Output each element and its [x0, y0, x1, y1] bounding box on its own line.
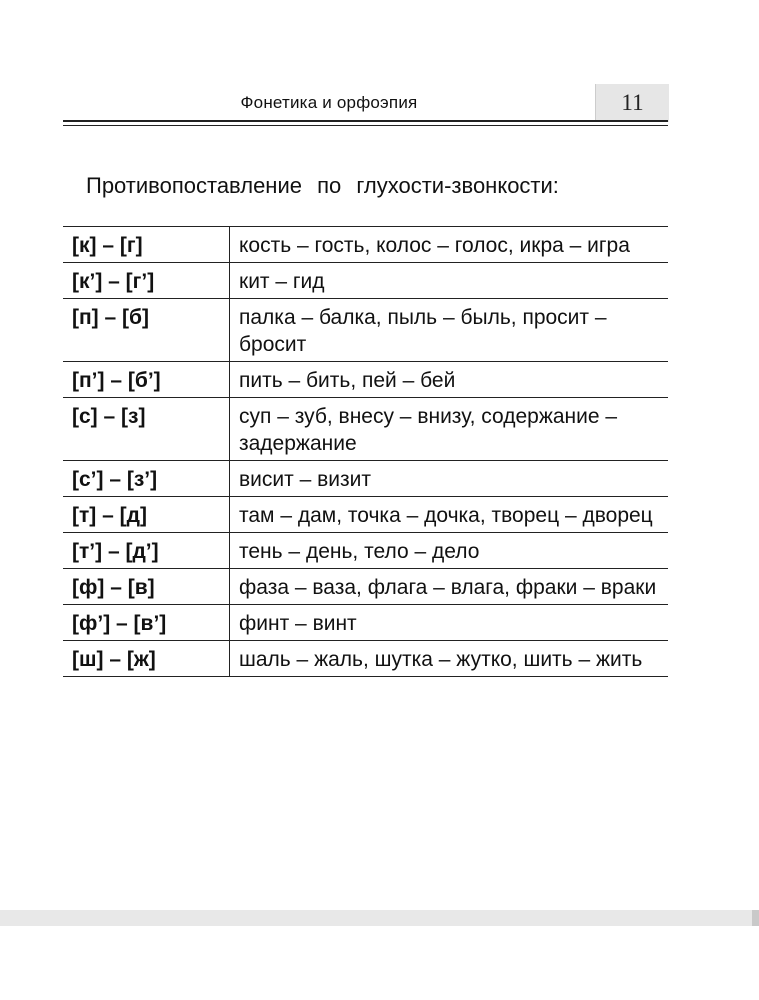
table-row [63, 533, 668, 569]
sound-pair-cell: [п] – [б] [63, 299, 230, 362]
sound-pair-cell: [т] – [д] [63, 497, 230, 533]
sound-pair-cell: [ф’] – [в’] [63, 605, 230, 641]
example-words-cell: финт – винт [230, 605, 669, 641]
table-row [63, 362, 668, 398]
header-rule-thin [63, 125, 668, 126]
example-words-cell: фаза – ваза, флага – влага, фраки – враки [230, 569, 669, 605]
table-row [63, 569, 668, 605]
sound-pair-cell: [п’] – [б’] [63, 362, 230, 398]
table-row [63, 263, 668, 299]
sound-pair-cell: [к’] – [г’] [63, 263, 230, 299]
example-words-cell: тень – день, тело – дело [230, 533, 669, 569]
example-words-cell: висит – визит [230, 461, 669, 497]
table-row [63, 398, 668, 461]
example-words-cell: палка – балка, пыль – быль, просит – бросит [230, 299, 669, 362]
consonant-pairs-table [63, 226, 668, 677]
example-words-cell: кит – гид [230, 263, 669, 299]
running-title: Фонетика и орфоэпия [240, 93, 418, 112]
table-row [63, 461, 668, 497]
footer-band-edge [752, 910, 759, 926]
example-words-cell: кость – гость, колос – голос, икра – игра [230, 227, 669, 263]
page-number: 11 [595, 84, 669, 122]
sound-pair-cell: [ш] – [ж] [63, 641, 230, 677]
example-words-cell: пить – бить, пей – бей [230, 362, 669, 398]
sound-pair-cell: [с] – [з] [63, 398, 230, 461]
table-row [63, 227, 668, 263]
example-words-cell: шаль – жаль, шутка – жутко, шить – жить [230, 641, 669, 677]
sound-pair-cell: [к] – [г] [63, 227, 230, 263]
table-row [63, 497, 668, 533]
example-words-cell: там – дам, точка – дочка, творец – дворец [230, 497, 669, 533]
section-title: Противопоставление по глухости-звонкости: [86, 173, 559, 198]
example-words-cell: суп – зуб, внесу – внизу, содержание – задержание [230, 398, 669, 461]
header-rule-thick [63, 120, 668, 122]
running-header [63, 84, 668, 122]
footer-band [0, 910, 759, 926]
table-row [63, 605, 668, 641]
sound-pair-cell: [ф] – [в] [63, 569, 230, 605]
sound-pair-cell: [т’] – [д’] [63, 533, 230, 569]
sound-pair-cell: [с’] – [з’] [63, 461, 230, 497]
table-row [63, 641, 668, 677]
table-row [63, 299, 668, 362]
